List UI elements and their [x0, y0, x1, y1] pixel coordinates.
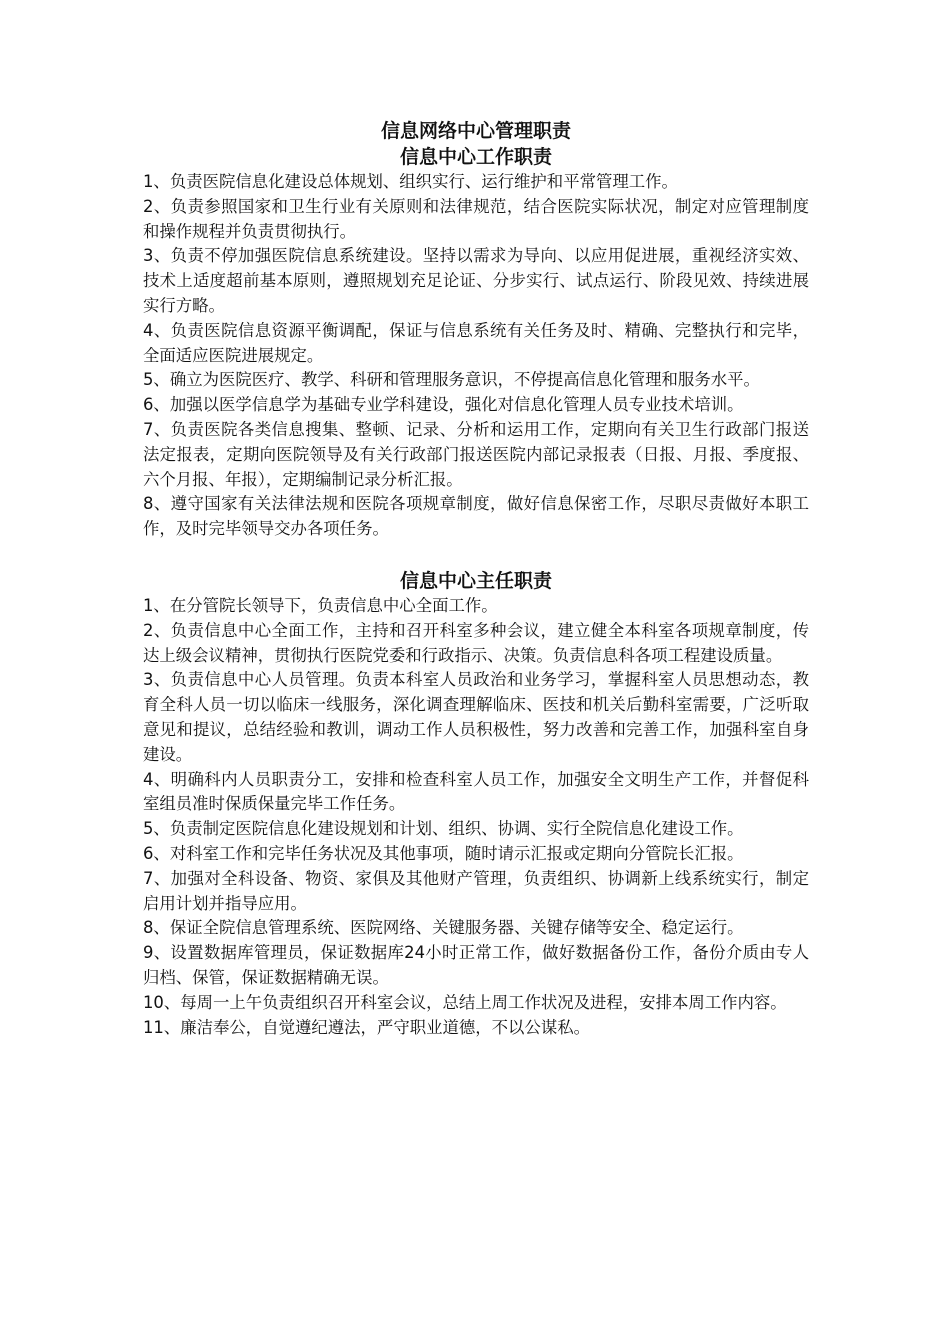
section1-item: 2、负责参照国家和卫生行业有关原则和法律规范，结合医院实际状况，制定对应管理制度和操作规程并负责贯彻执行。	[143, 196, 809, 241]
section1-item: 5、确立为医院医疗、教学、科研和管理服务意识，不停提高信息化管理和服务水平。	[143, 370, 760, 390]
section2-item: 4、明确科内人员职责分工，安排和检查科室人员工作，加强安全文明生产工作，并督促科室组员准时保质保量完毕工作任务。	[143, 769, 809, 814]
document-page	[143, 118, 809, 1040]
section2-item: 1、在分管院长领导下，负责信息中心全面工作。	[143, 595, 498, 615]
section2-item: 6、对科室工作和完毕任务状况及其他事项，随时请示汇报或定期向分管院长汇报。	[143, 843, 744, 863]
section1-item: 1、负责医院信息化建设总体规划、组织实行、运行维护和平常管理工作。	[143, 172, 678, 191]
section-gap	[143, 542, 809, 568]
section2-item: 3、负责信息中心人员管理。负责本科室人员政治和业务学习，掌握科室人员思想动态，教育全科人员一切以临床一线服务，深化调查理解临床、医技和机关后勤科室需要，广泛听取意见和提议，总结经验和教训，调动工作人员积极性，努力改善和完善工作，加强科室自身建设。	[143, 670, 809, 764]
section1-item: 8、遵守国家有关法律法规和医院各项规章制度，做好信息保密工作，尽职尽责做好本职工作，及时完毕领导交办各项任务。	[143, 494, 809, 539]
section1-item: 3、负责不停加强医院信息系统建设。坚持以需求为导向、以应用促进展，重视经济实效、技术上适度超前基本原则，遵照规划充足论证、分步实行、试点运行、阶段见效、持续进展实行方略。	[143, 246, 809, 315]
section2-item: 7、加强对全科设备、物资、家俱及其他财产管理，负责组织、协调新上线系统实行，制定启用计划并指导应用。	[143, 868, 809, 913]
section2-item: 8、保证全院信息管理系统、医院网络、关键服务器、关键存储等安全、稳定运行。	[143, 918, 744, 938]
section1-title: 信息中心工作职责	[399, 146, 552, 168]
section1-item: 7、负责医院各类信息搜集、整顿、记录、分析和运用工作，定期向有关卫生行政部门报送法定报表，定期向医院领导及有关行政部门报送医院内部记录报表（日报、月报、季度报、六个月报、年报），定期编制记录分析汇报。	[143, 419, 809, 489]
section2-item: 5、负责制定医院信息化建设规划和计划、组织、协调、实行全院信息化建设工作。	[143, 819, 744, 839]
section2-item: 11、廉洁奉公，自觉遵纪遵法，严守职业道德，不以公谋私。	[143, 1017, 591, 1037]
section1-item: 4、负责医院信息资源平衡调配，保证与信息系统有关任务及时、精确、完整执行和完毕，全面适应医院进展规定。	[143, 320, 809, 365]
section1-item: 6、加强以医学信息学为基础专业学科建设，强化对信息化管理人员专业技术培训。	[143, 395, 744, 415]
main-title: 信息网络中心管理职责	[380, 120, 571, 142]
section2-item: 9、设置数据库管理员，保证数据库24小时正常工作，做好数据备份工作，备份介质由专人归档、保管，保证数据精确无误。	[143, 943, 809, 987]
section2-item: 2、负责信息中心全面工作，主持和召开科室多种会议，建立健全本科室各项规章制度，传达上级会议精神，贯彻执行医院党委和行政指示、决策。负责信息科各项工程建设质量。	[143, 620, 809, 665]
section2-item: 10、每周一上午负责组织召开科室会议，总结上周工作状况及进程，安排本周工作内容。	[143, 992, 787, 1012]
section2-title: 信息中心主任职责	[399, 569, 552, 592]
